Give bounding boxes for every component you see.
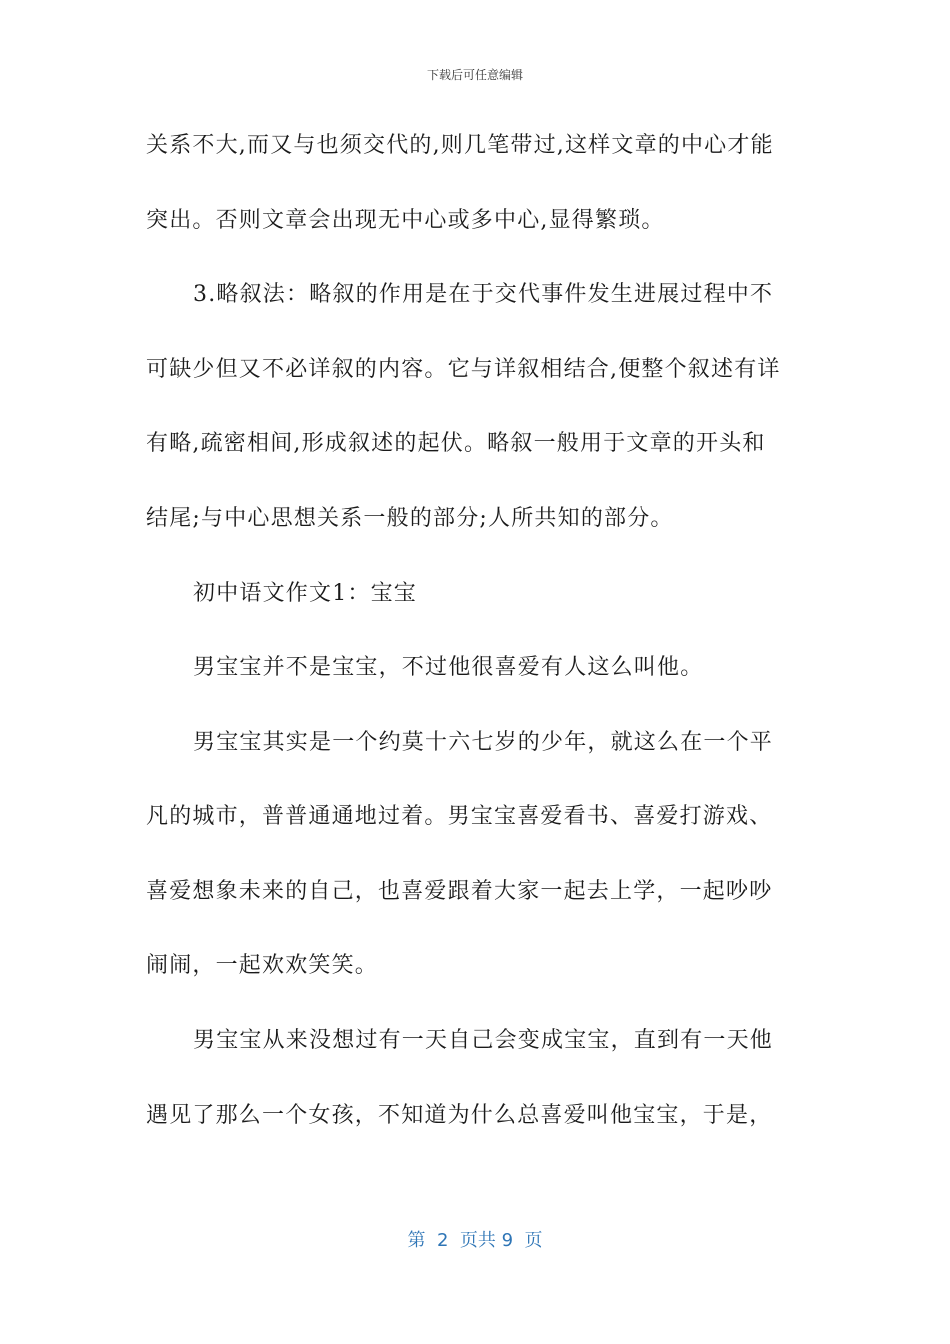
body-line: 男宝宝从来没想过有一天自己会变成宝宝，直到有一天他 [193,1028,774,1053]
page-number-footer: 第 2 页共 9 页 [407,1230,543,1251]
body-line: 遇见了那么一个女孩，不知道为什么总喜爱叫他宝宝，于是， [146,1103,773,1128]
section-title: 初中语文作文1：宝宝 [193,581,417,606]
body-line: 凡的城市，普普通通地过着。男宝宝喜爱看书、喜爱打游戏、 [146,804,773,829]
body-line: 3.略叙法：略叙的作用是在于交代事件发生进展过程中不 [193,282,774,307]
body-line: 结尾;与中心思想关系一般的部分;人所共知的部分。 [146,506,674,531]
body-line: 可缺少但又不必详叙的内容。它与详叙相结合,便整个叙述有详 [146,357,781,382]
page-header: 下载后可任意编辑 [426,68,523,82]
body-line: 突出。否则文章会出现无中心或多中心,显得繁琐。 [146,208,665,233]
body-line: 男宝宝其实是一个约莫十六七岁的少年，就这么在一个平 [193,730,774,755]
body-line: 关系不大,而又与也须交代的,则几笔带过,这样文章的中心才能 [146,133,774,158]
body-line: 喜爱想象未来的自己，也喜爱跟着大家一起去上学，一起吵吵 [146,879,773,904]
body-line: 闹闹，一起欢欢笑笑。 [146,953,379,978]
body-line: 男宝宝并不是宝宝，不过他很喜爱有人这么叫他。 [193,655,704,680]
body-line: 有略,疏密相间,形成叙述的起伏。略叙一般用于文章的开头和 [146,431,766,456]
